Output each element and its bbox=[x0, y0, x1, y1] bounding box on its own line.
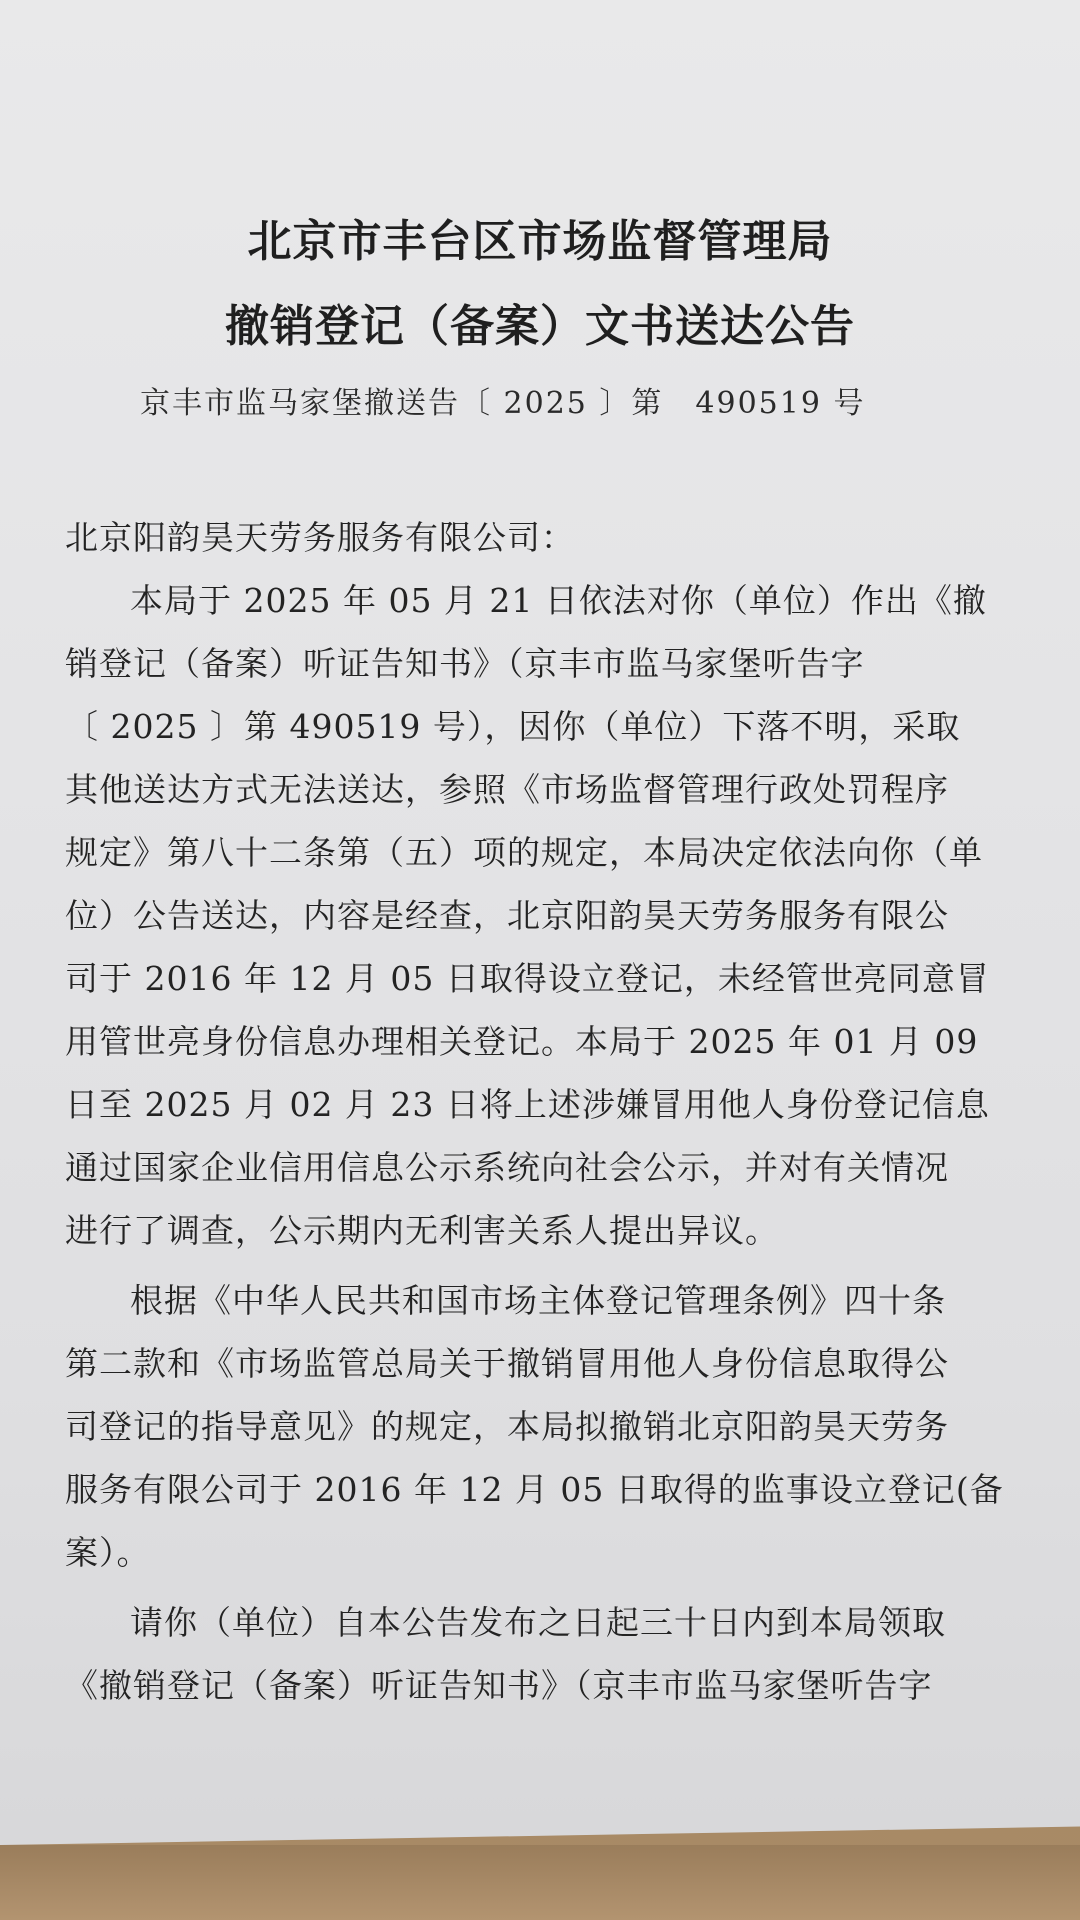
body-line: 〔 2025 〕第 490519 号），因你（单位）下落不明，采取 bbox=[65, 707, 961, 746]
body-line: 请你（单位）自本公告发布之日起三十日内到本局领取 bbox=[130, 1603, 946, 1642]
document-number: 京丰市监马家堡撤送告〔 2025 〕第 490519 号 bbox=[140, 386, 866, 421]
document-title-line1: 北京市丰台区市场监督管理局 bbox=[247, 216, 833, 267]
addressee: 北京阳韵昊天劳务服务有限公司： bbox=[65, 518, 575, 557]
body-line: 司登记的指导意见》的规定，本局拟撤销北京阳韵昊天劳务 bbox=[65, 1407, 949, 1446]
body-line: 服务有限公司于 2016 年 12 月 05 日取得的监事设立登记(备 bbox=[65, 1470, 1004, 1509]
body-line: 根据《中华人民共和国市场主体登记管理条例》四十条 bbox=[130, 1281, 946, 1320]
body-line: 位）公告送达，内容是经查，北京阳韵昊天劳务服务有限公 bbox=[65, 896, 949, 935]
body-line: 规定》第八十二条第（五）项的规定，本局决定依法向你（单 bbox=[65, 833, 983, 872]
desk-surface bbox=[0, 1845, 1080, 1920]
body-line: 《撤销登记（备案）听证告知书》（京丰市监马家堡听告字 bbox=[65, 1666, 933, 1705]
body-line: 案）。 bbox=[65, 1533, 151, 1572]
body-line: 进行了调查，公示期内无利害关系人提出异议。 bbox=[65, 1211, 779, 1250]
body-line: 通过国家企业信用信息公示系统向社会公示，并对有关情况 bbox=[65, 1148, 949, 1187]
body-line: 其他送达方式无法送达，参照《市场监督管理行政处罚程序 bbox=[65, 770, 949, 809]
body-line: 销登记（备案）听证告知书》（京丰市监马家堡听告字 bbox=[65, 644, 865, 683]
body-line: 司于 2016 年 12 月 05 日取得设立登记，未经管世亮同意冒 bbox=[65, 959, 990, 998]
body-line: 本局于 2025 年 05 月 21 日依法对你（单位）作出《撤 bbox=[130, 581, 987, 620]
body-line: 第二款和《市场监管总局关于撤销冒用他人身份信息取得公 bbox=[65, 1344, 949, 1383]
body-line: 日至 2025 月 02 月 23 日将上述涉嫌冒用他人身份登记信息 bbox=[65, 1085, 990, 1124]
body-line: 用管世亮身份信息办理相关登记。本局于 2025 年 01 月 09 bbox=[65, 1022, 979, 1061]
document-title-line2: 撤销登记（备案）文书送达公告 bbox=[225, 301, 855, 352]
